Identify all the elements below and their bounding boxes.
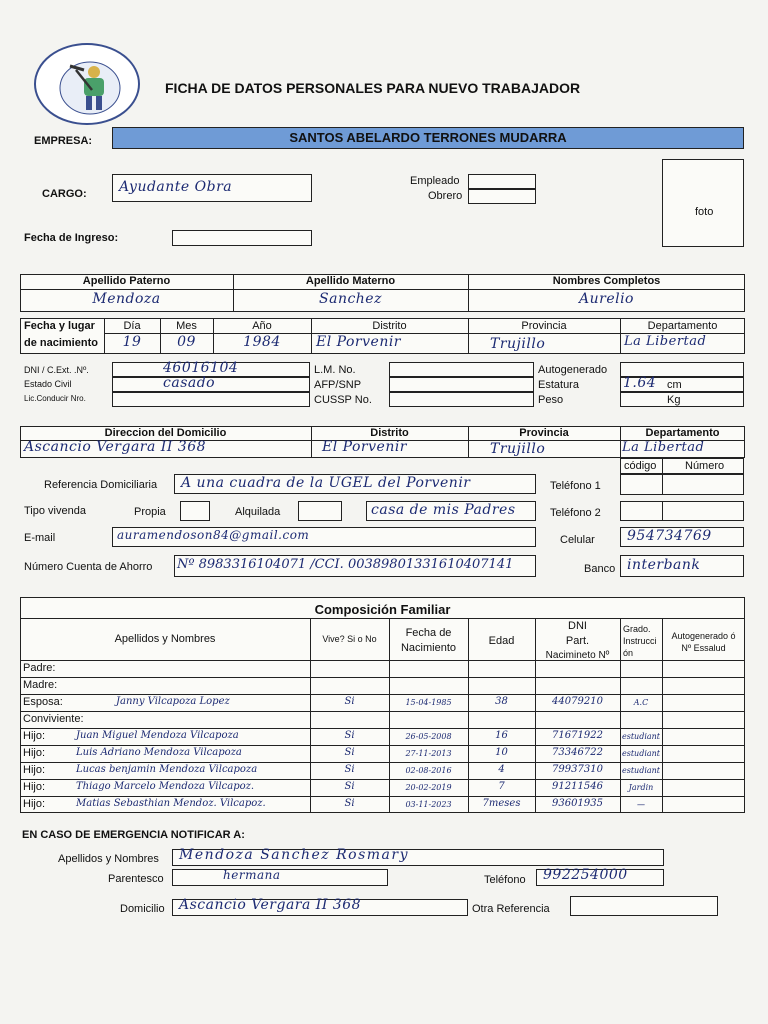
- family-grado-cell: estudiant: [621, 766, 661, 775]
- col-grado-2: Instrucci: [623, 636, 657, 646]
- family-name-cell: Janny Vilcapoza Lopez: [116, 696, 230, 707]
- vivienda-otro-field[interactable]: [366, 501, 536, 521]
- referencia-label: Referencia Domiciliaria: [44, 479, 158, 491]
- cussp-field[interactable]: [389, 392, 534, 407]
- family-row-label: Hijo:: [23, 764, 46, 776]
- header-dom-provincia: Provincia: [519, 427, 569, 439]
- cargo-field[interactable]: [112, 174, 312, 202]
- header-mes: Mes: [176, 320, 197, 332]
- family-fecha-cell: 03-11-2023: [405, 800, 452, 809]
- family-fecha-cell: 20-02-2019: [405, 783, 452, 792]
- cargo-value: Ayudante Obra: [119, 179, 233, 195]
- lic-conducir-label: Lic.Conducir Nro.: [24, 394, 86, 403]
- fecha-ingreso-label: Fecha de Ingreso:: [24, 232, 119, 244]
- emergency-phone-value: 992254000: [543, 867, 628, 883]
- family-dni-cell: 79937310: [552, 764, 603, 775]
- family-row-label: Padre:: [23, 662, 56, 674]
- col-auto-1: Autogenerado ó: [671, 631, 736, 641]
- family-name-cell: Juan Miguel Mendoza Vilcapoza: [76, 730, 239, 741]
- otra-referencia-field[interactable]: [570, 896, 718, 916]
- afp-field[interactable]: [389, 377, 534, 392]
- telefono2-numero[interactable]: [662, 501, 744, 521]
- family-row-label: Conviviente:: [23, 713, 84, 725]
- family-row[interactable]: [20, 762, 745, 779]
- family-grado-cell: —: [637, 800, 645, 809]
- banco-label: Banco: [584, 563, 616, 575]
- telefono1-codigo[interactable]: [620, 474, 663, 495]
- apellido-materno-value[interactable]: Sanchez: [319, 291, 382, 307]
- peso-field[interactable]: [620, 392, 744, 407]
- estatura-unit: cm: [667, 379, 682, 391]
- family-row-label: Esposa:: [23, 696, 63, 708]
- fecha-ingreso-field[interactable]: [172, 230, 312, 246]
- col-vive: Vive? Si o No: [322, 634, 377, 644]
- estatura-label: Estatura: [538, 379, 579, 391]
- header-nombres-completos: Nombres Completos: [552, 275, 661, 287]
- dom-departamento-value[interactable]: La Libertad: [622, 440, 705, 455]
- family-vive-cell: Si: [344, 781, 355, 792]
- family-vive-cell: Si: [344, 730, 355, 741]
- header-distrito: Distrito: [372, 320, 407, 332]
- otra-referencia-label: Otra Referencia: [472, 903, 550, 915]
- alquilada-label: Alquilada: [235, 506, 281, 518]
- family-name-cell: Matias Sebasthian Mendoz. Vilcapoz.: [76, 798, 266, 809]
- header-dom-departamento: Departamento: [645, 427, 720, 439]
- header-provincia: Provincia: [521, 320, 567, 332]
- emergency-name-label: Apellidos y Nombres: [58, 853, 159, 865]
- empresa-value: SANTOS ABELARDO TERRONES MUDARRA: [289, 130, 567, 145]
- lm-field[interactable]: [389, 362, 534, 377]
- parentesco-label: Parentesco: [108, 873, 164, 885]
- col-fecha-2: Nacimiento: [400, 642, 457, 654]
- birth-department-value[interactable]: La Libertad: [624, 334, 707, 349]
- birth-year-value[interactable]: 1984: [243, 334, 281, 350]
- family-dni-cell: 73346722: [552, 747, 603, 758]
- peso-label: Peso: [538, 394, 564, 406]
- family-row[interactable]: [20, 779, 745, 796]
- header-departamento: Departamento: [647, 320, 718, 332]
- vivienda-label: Tipo vivenda: [24, 505, 86, 517]
- emergency-phone-label: Teléfono: [484, 874, 526, 886]
- parentesco-field[interactable]: [172, 869, 388, 886]
- email-label: E-mail: [24, 532, 56, 544]
- family-edad-cell: 7: [498, 781, 505, 792]
- referencia-field[interactable]: [174, 474, 536, 494]
- family-vive-cell: Si: [344, 747, 355, 758]
- birth-label-1: Fecha y lugar: [24, 320, 95, 332]
- photo-label: foto: [695, 206, 714, 218]
- birth-month-value[interactable]: 09: [177, 334, 196, 350]
- family-fecha-cell: 27-11-2013: [405, 749, 452, 758]
- header-apellido-paterno: Apellido Paterno: [82, 275, 171, 287]
- estatura-value: 1.64: [623, 375, 657, 391]
- obrero-checkbox[interactable]: [468, 189, 536, 204]
- family-row[interactable]: [20, 694, 745, 711]
- propia-label: Propia: [134, 506, 166, 518]
- referencia-value: A una cuadra de la UGEL del Porvenir: [181, 475, 471, 491]
- family-dni-cell: 91211546: [552, 781, 603, 792]
- estado-civil-field[interactable]: [112, 377, 310, 392]
- celular-label: Celular: [560, 534, 595, 546]
- family-grado-cell: Jardin: [628, 783, 654, 792]
- emergency-name-field[interactable]: [172, 849, 664, 866]
- telefono1-numero[interactable]: [662, 474, 744, 495]
- cuenta-value: Nº 8983316104071 /CCI. 00389801331610407141: [177, 557, 514, 572]
- col-dni-3: Nacimineto Nº: [545, 650, 610, 661]
- header-direccion: Direccion del Domicilio: [104, 427, 227, 439]
- family-grado-cell: estudiant: [621, 749, 661, 758]
- emergency-title: EN CASO DE EMERGENCIA NOTIFICAR A:: [22, 829, 245, 841]
- banco-value: interbank: [627, 557, 701, 573]
- nombres-completos-value[interactable]: Aurelio: [579, 291, 634, 307]
- cargo-label: CARGO:: [42, 188, 87, 200]
- family-grado-cell: A.C: [633, 698, 649, 707]
- cuenta-field[interactable]: [174, 555, 536, 577]
- afp-label: AFP/SNP: [314, 379, 362, 391]
- numero-header: [662, 458, 744, 474]
- family-edad-cell: 38: [495, 696, 508, 707]
- family-name-cell: Lucas benjamin Mendoza Vilcapoza: [76, 764, 258, 775]
- family-edad-cell: 7meses: [482, 798, 521, 809]
- parentesco-value: hermana: [223, 868, 281, 882]
- col-grado-1: Grado.: [623, 624, 651, 634]
- family-row-label: Hijo:: [23, 798, 46, 810]
- obrero-label: Obrero: [428, 190, 463, 202]
- family-title: Composición Familiar: [314, 602, 451, 617]
- dom-provincia-value[interactable]: Trujillo: [490, 441, 546, 457]
- autogenerado-label: Autogenerado: [538, 364, 608, 376]
- header-dia: Día: [123, 320, 141, 332]
- estatura-field[interactable]: [620, 377, 744, 392]
- header-apellido-materno: Apellido Materno: [305, 275, 396, 287]
- lic-conducir-field[interactable]: [112, 392, 310, 407]
- family-row-label: Madre:: [23, 679, 58, 691]
- emergency-phone-field[interactable]: [536, 869, 664, 886]
- family-dni-cell: 93601935: [552, 798, 603, 809]
- header-anio: Año: [252, 320, 272, 332]
- banco-field[interactable]: [620, 555, 744, 577]
- codigo-label: código: [624, 460, 657, 472]
- family-fecha-cell: 15-04-1985: [405, 698, 452, 707]
- peso-unit: Kg: [667, 394, 681, 406]
- family-row[interactable]: [20, 660, 745, 677]
- family-row[interactable]: [20, 728, 745, 745]
- birth-day-value[interactable]: 19: [122, 334, 142, 350]
- empresa-bar: [112, 127, 744, 149]
- empleado-checkbox[interactable]: [468, 174, 536, 189]
- family-row-label: Hijo:: [23, 747, 46, 759]
- family-fecha-cell: 02-08-2016: [405, 766, 452, 775]
- company-logo: [32, 42, 142, 126]
- birth-label-2: de nacimiento: [24, 337, 98, 349]
- domicilio-label: Domicilio: [120, 903, 165, 915]
- emergency-name-value: Mendoza Sanchez Rosmary: [179, 847, 410, 863]
- birth-district-value[interactable]: El Porvenir: [316, 334, 402, 350]
- family-name-cell: Thiago Marcelo Mendoza Vilcapoz.: [76, 781, 255, 792]
- telefono2-label: Teléfono 2: [550, 507, 601, 519]
- celular-value: 954734769: [627, 528, 712, 544]
- empresa-label: EMPRESA:: [34, 135, 93, 147]
- dom-distrito-value[interactable]: El Porvenir: [322, 439, 408, 455]
- col-dni-2: Part.: [565, 635, 590, 647]
- dni-value: 46016104: [163, 360, 239, 376]
- estado-civil-label: Estado Civil: [24, 379, 72, 389]
- family-name-cell: Luis Adriano Mendoza Vilcapoza: [76, 747, 242, 758]
- col-fecha-1: Fecha de: [405, 627, 452, 639]
- email-value: auramendoson84@gmail.com: [117, 528, 310, 542]
- celular-field[interactable]: [620, 527, 744, 547]
- dni-label: DNI / C.Ext. .Nº.: [24, 365, 89, 375]
- family-dni-cell: 44079210: [552, 696, 603, 707]
- family-row[interactable]: [20, 677, 745, 694]
- email-field[interactable]: [112, 527, 536, 547]
- estado-civil-value: casado: [163, 375, 216, 391]
- propia-checkbox[interactable]: [180, 501, 210, 521]
- form-title: FICHA DE DATOS PERSONALES PARA NUEVO TRABAJADOR: [165, 80, 581, 96]
- col-edad: Edad: [488, 635, 515, 647]
- family-edad-cell: 4: [498, 764, 505, 775]
- vivienda-otro-value: casa de mis Padres: [371, 502, 516, 518]
- family-edad-cell: 16: [495, 730, 508, 741]
- photo-box: [662, 159, 744, 247]
- direccion-value[interactable]: Ascancio Vergara II 368: [24, 439, 207, 455]
- family-row[interactable]: [20, 745, 745, 762]
- numero-label: Número: [685, 460, 725, 472]
- family-dni-cell: 71671922: [552, 730, 603, 741]
- col-dni-1: DNI: [568, 620, 587, 632]
- domicilio-field[interactable]: [172, 899, 468, 916]
- lm-label: L.M. No.: [314, 364, 356, 376]
- birth-province-value[interactable]: Trujillo: [490, 336, 546, 352]
- family-row-label: Hijo:: [23, 730, 46, 742]
- apellido-paterno-value[interactable]: Mendoza: [92, 291, 161, 307]
- col-nombres: Apellidos y Nombres: [114, 633, 216, 645]
- cussp-label: CUSSP No.: [314, 394, 372, 406]
- family-grado-cell: estudiant: [621, 732, 661, 741]
- telefono1-label: Teléfono 1: [550, 480, 601, 492]
- family-vive-cell: Si: [344, 696, 355, 707]
- family-row[interactable]: [20, 796, 745, 813]
- domicilio-value: Ascancio Vergara II 368: [179, 897, 362, 913]
- header-dom-distrito: Distrito: [370, 427, 409, 439]
- family-vive-cell: Si: [344, 798, 355, 809]
- family-vive-cell: Si: [344, 764, 355, 775]
- alquilada-checkbox[interactable]: [298, 501, 342, 521]
- family-fecha-cell: 26-05-2008: [405, 732, 452, 741]
- family-edad-cell: 10: [495, 747, 508, 758]
- cuenta-label: Número Cuenta de Ahorro: [24, 561, 153, 573]
- family-row-label: Hijo:: [23, 781, 46, 793]
- family-row[interactable]: [20, 711, 745, 728]
- empleado-label: Empleado: [410, 175, 460, 187]
- col-auto-2: Nº Essalud: [681, 643, 726, 653]
- telefono2-codigo[interactable]: [620, 501, 663, 521]
- col-grado-3: ón: [623, 648, 634, 658]
- codigo-header: [620, 458, 663, 474]
